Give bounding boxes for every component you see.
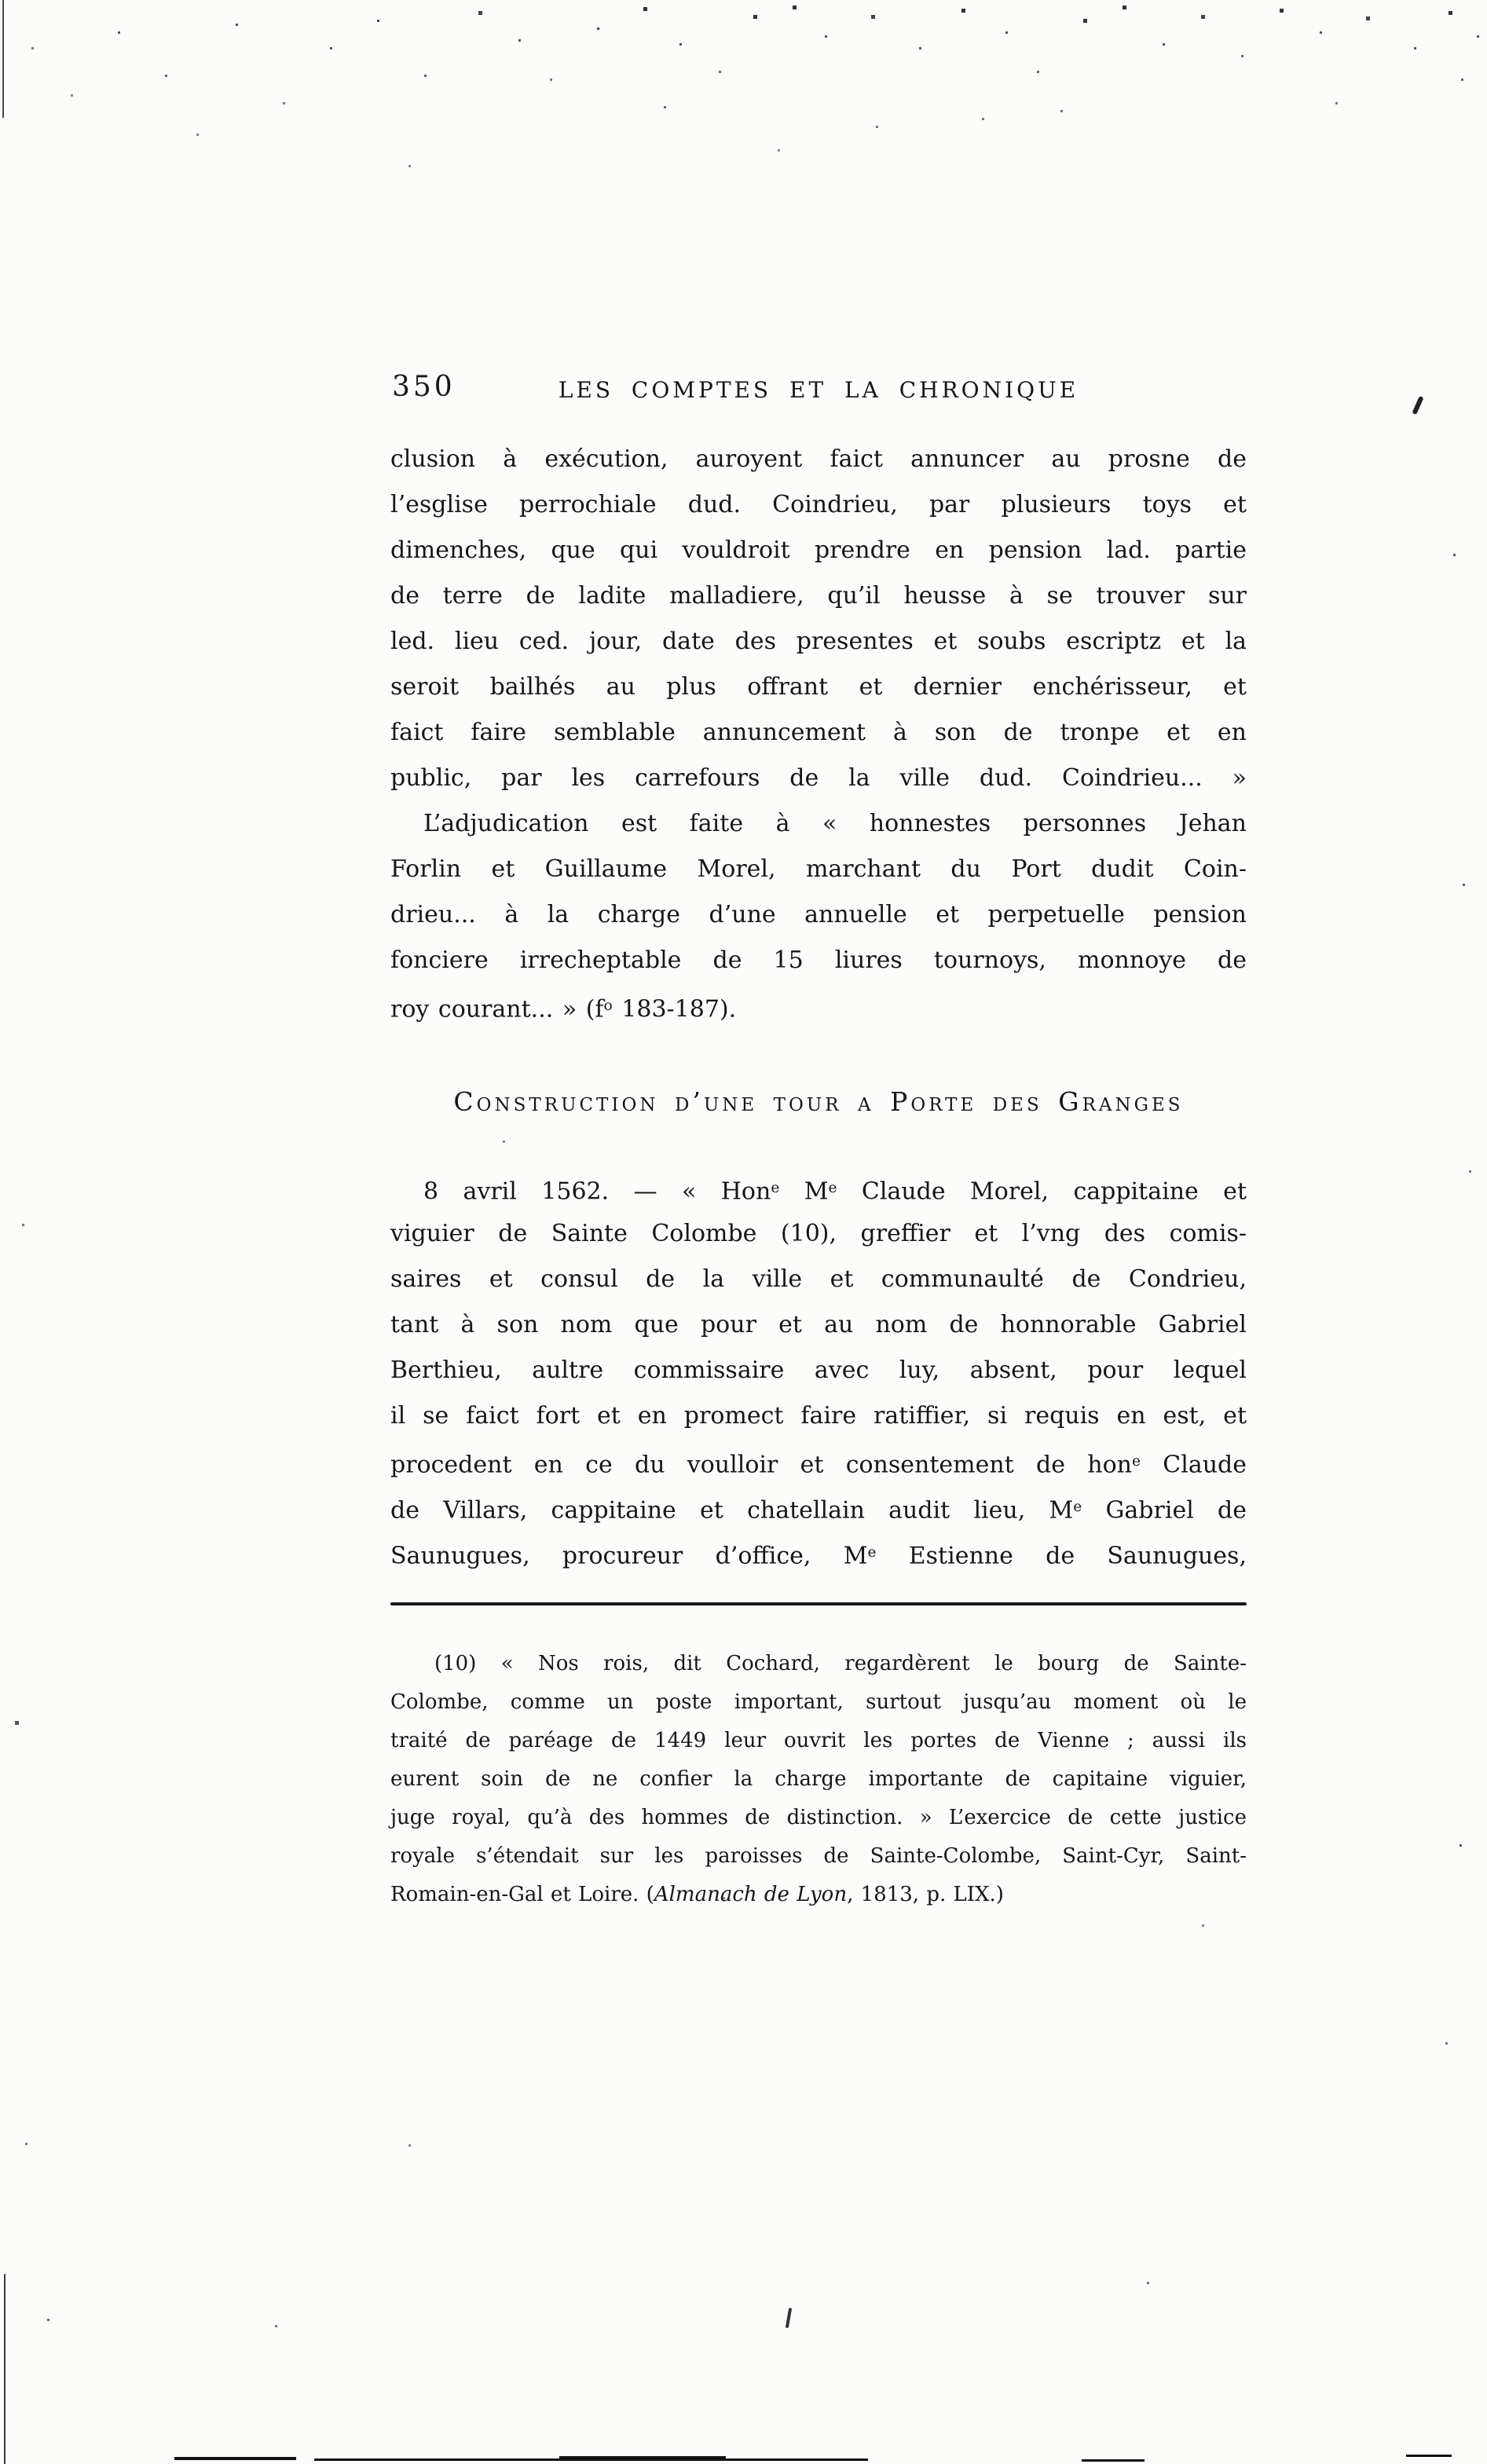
footnote-rule <box>390 1602 1247 1605</box>
scan-bottom-bar <box>1082 2459 1145 2462</box>
footnote-line: traité de paréage de 1449 leur ouvrit les portes de Vienne ; aussi ils <box>390 1729 1247 1752</box>
text-segment: Romain-en-Gal et Loire. ( <box>390 1883 654 1906</box>
body-line: saires et consul de la ville et communaulté de Condrieu, <box>390 1265 1247 1293</box>
superscript: e <box>771 1180 780 1196</box>
text-segment: procedent en ce du voulloir et consentement de hon <box>390 1451 1132 1479</box>
text-segment: de Villars, cappitaine et chatellain audit lieu, M <box>390 1496 1074 1525</box>
body-line: drieu... à la charge d’une annuelle et perpetuelle pension <box>390 901 1247 928</box>
body-line: Forlin et Guillaume Morel, marchant du Port dudit Coin- <box>390 855 1247 883</box>
text-segment: Claude <box>1141 1451 1247 1479</box>
superscript: e <box>1131 1453 1141 1470</box>
footnote-line: juge royal, qu’à des hommes de distinction. » L’exercice de cette justice <box>390 1806 1247 1829</box>
scan-bottom-bar <box>1406 2455 1452 2457</box>
section-heading: Construction d’une tour a Porte des Granges <box>453 1086 1184 1117</box>
footnote-line: eurent soin de ne confier la charge importante de capitaine viguier, <box>390 1767 1247 1791</box>
body-line: il se faict fort et en promect faire ratiffier, si requis en est, et <box>390 1402 1247 1430</box>
scan-mark-bottom <box>786 2308 792 2328</box>
text-segment: Claude Morel, cappitaine et <box>837 1177 1247 1206</box>
text-segment: Gabriel de <box>1082 1496 1247 1525</box>
italic-citation: Almanach de Lyon <box>654 1883 848 1906</box>
text-segment: Estienne de Saunugues, <box>876 1542 1247 1570</box>
superscript: o <box>603 998 613 1014</box>
body-line: L’adjudication est faite à « honnestes personnes Jehan <box>423 810 1247 837</box>
text-column <box>390 437 1247 1914</box>
body-line: viguier de Sainte Colombe (10), greffier et l’vng des comis- <box>390 1220 1247 1247</box>
body-line <box>390 1530 1247 1576</box>
scan-bottom-bar <box>559 2456 726 2461</box>
body-line: public, par les carrefours de la ville dud. Coindrieu... » <box>390 764 1247 792</box>
body-line: de terre de ladite malladiere, qu’il heusse à se trouver sur <box>390 582 1247 610</box>
body-line: led. lieu ced. jour, date des presentes et soubs escriptz et la <box>390 628 1247 655</box>
scan-bottom-bar <box>174 2457 296 2460</box>
superscript: e <box>1073 1499 1082 1515</box>
scan-edge-line-bottom <box>4 2274 5 2464</box>
body-line <box>390 1485 1247 1530</box>
body-line: tant à son nom que pour et au nom de honnorable Gabriel <box>390 1311 1247 1338</box>
body-line: l’esglise perrochiale dud. Coindrieu, par plusieurs toys et <box>390 491 1247 518</box>
body-line: fonciere irrecheptable de 15 liures tournoys, monnoye de <box>390 946 1247 974</box>
scan-mark-right-margin <box>1412 396 1423 415</box>
footnote-line: (10) « Nos rois, dit Cochard, regardèrent le bourg de Sainte- <box>434 1652 1247 1675</box>
text-segment: 8 avril 1562. — « Hon <box>423 1177 771 1206</box>
scan-edge-line-top <box>2 0 4 118</box>
running-title: LES COMPTES ET LA CHRONIQUE <box>558 377 1079 403</box>
footnote-block <box>390 1645 1247 1914</box>
body-line: faict faire semblable annuncement à son de tronpe et en <box>390 719 1247 746</box>
text-segment: M <box>779 1177 829 1206</box>
text-segment: Saunugues, procureur d’office, M <box>390 1542 868 1570</box>
text-segment: roy courant... » (f <box>390 995 604 1023</box>
superscript: e <box>867 1544 877 1561</box>
body-line <box>390 1439 1247 1485</box>
body-line: clusion à exécution, auroyent faict annuncer au prosne de <box>390 445 1247 473</box>
body-line <box>390 983 1247 1029</box>
body-line <box>390 1166 1247 1211</box>
text-segment: 183-187). <box>612 995 737 1023</box>
text-segment: , 1813, p. LIX.) <box>847 1883 1004 1906</box>
page-number: 350 <box>392 371 456 403</box>
superscript: e <box>828 1180 837 1196</box>
footnote-line <box>390 1876 1247 1914</box>
body-line: dimenches, que qui vouldroit prendre en pension lad. partie <box>390 536 1247 564</box>
body-line: seroit bailhés au plus offrant et dernier enchérisseur, et <box>390 673 1247 701</box>
footnote-line: Colombe, comme un poste important, surtout jusqu’au moment où le <box>390 1690 1247 1714</box>
footnote-line: royale s’étendait sur les paroisses de Sainte-Colombe, Saint-Cyr, Saint- <box>390 1844 1247 1868</box>
body-line: Berthieu, aultre commissaire avec luy, absent, pour lequel <box>390 1356 1247 1384</box>
